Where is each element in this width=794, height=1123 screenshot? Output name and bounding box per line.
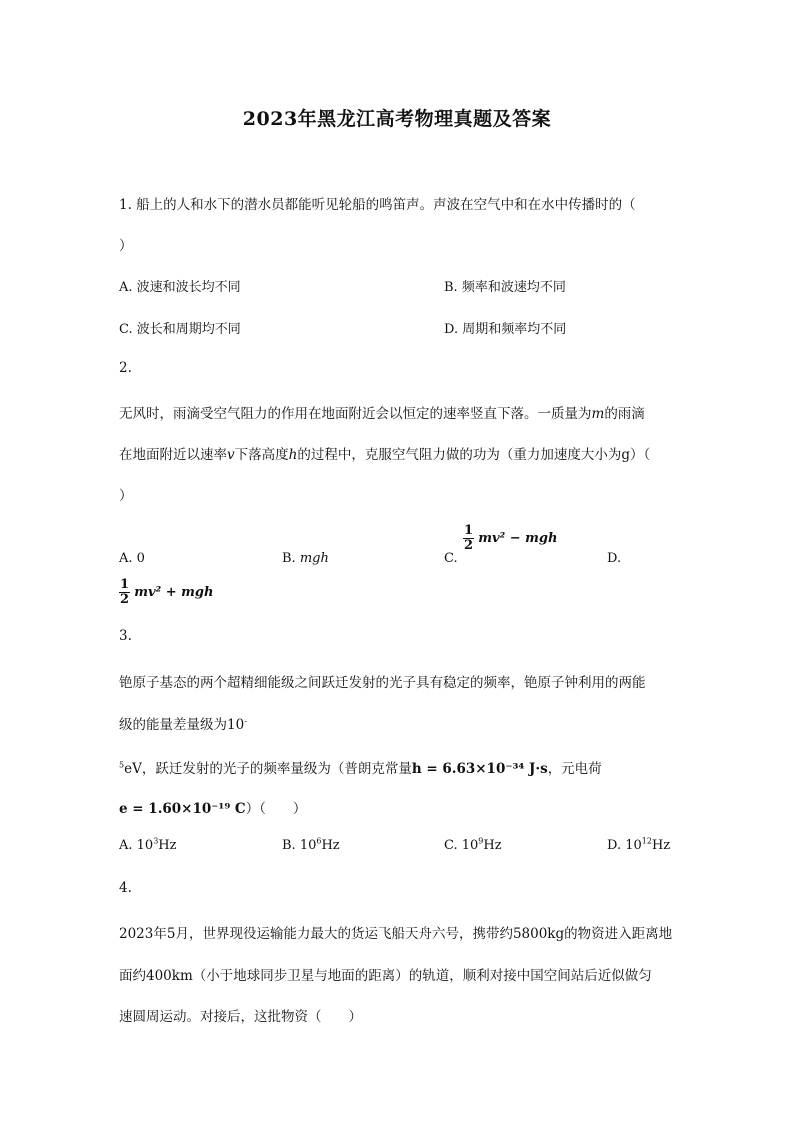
- q2-option-d-fraction: [119, 578, 130, 607]
- q2-option-d-denominator: 2: [120, 592, 130, 607]
- q2-stem-line1: [119, 402, 645, 422]
- q3-stem-line3: [119, 757, 602, 777]
- q1-stem-line2: ）: [119, 238, 133, 254]
- q2-var-h: h: [288, 447, 298, 463]
- q3-stem-line3-sup: 5: [119, 760, 125, 770]
- q2-option-d-label: D.: [607, 551, 622, 566]
- q1-option-b: B. 频率和波速均不同: [444, 280, 566, 295]
- q2-stem-line3: ）: [119, 488, 133, 504]
- q3-option-b: [282, 838, 340, 853]
- q2-stem-line1-text: 无风时，雨滴受空气阻力的作用在地面附近会以恒定的速率竖直下落。一质量为: [119, 406, 592, 422]
- q3-option-b-exp: 6: [316, 836, 322, 846]
- q2-var-v: v: [227, 447, 235, 463]
- q3-option-c-exp: 9: [478, 836, 484, 846]
- q2-stem-line2: [119, 443, 650, 463]
- q3-option-b-unit: Hz: [321, 838, 340, 853]
- q2-stem-line1-tail: 的雨滴: [604, 406, 645, 422]
- q2-option-b-expr: mgh: [299, 551, 329, 566]
- q2-option-c-fraction: [463, 524, 474, 553]
- q2-option-b-label: B.: [282, 551, 300, 566]
- q2-option-c-label: C.: [444, 551, 458, 566]
- q3-stem-line4-tail: ）（ ）: [245, 801, 307, 817]
- q2-option-c-denominator: 2: [464, 538, 474, 553]
- q3-option-d-unit: Hz: [651, 838, 671, 853]
- q3-stem-line3-text: eV，跃迁发射的光子的频率量级为（普朗克常量: [124, 761, 412, 777]
- q2-option-d-expr: mv² + mgh: [134, 585, 214, 600]
- q2-option-c-formula: [463, 524, 557, 553]
- q1-stem-line1: 1. 船上的人和水下的潜水员都能听见轮船的鸣笛声。声波在空气中和在水中传播时的（: [119, 197, 636, 213]
- q2-stem-line2-a: 在地面附近以速率: [119, 447, 227, 463]
- q2-option-c-expr: mv² − mgh: [478, 531, 558, 546]
- q3-stem-line2-text: 级的能量差量级为10: [119, 717, 245, 733]
- q3-option-a: [119, 838, 176, 853]
- q2-stem-line2-c: 的过程中，克服空气阻力做的功为（重力加速度大小为g）（: [297, 447, 651, 463]
- q3-stem-line1: 铯原子基态的两个超精细能级之间跃迁发射的光子具有稳定的频率，铯原子钟利用的两能: [119, 675, 646, 691]
- q3-option-d: [607, 838, 670, 853]
- q3-option-c: [444, 838, 502, 853]
- q4-stem-line3: 速圆周运动。对接后，这批物资（ ）: [119, 1009, 362, 1025]
- q2-option-d-numerator: 1: [120, 577, 130, 592]
- q1-option-c: C. 波长和周期均不同: [119, 322, 241, 337]
- q2-option-b: [282, 551, 329, 566]
- q3-option-d-base: D. 10: [607, 838, 642, 853]
- q4-stem-line2: 面约400km（小于地球同步卫星与地面的距离）的轨道，顺利对接中国空间站后近似做匀: [119, 968, 652, 984]
- q3-option-c-unit: Hz: [483, 838, 502, 853]
- q3-charge-formula: e = 1.60×10⁻¹⁹ C: [119, 801, 246, 817]
- q4-stem-line1: 2023年5月，世界现役运输能力最大的货运飞船天舟六号，携带约5800kg的物资进入距离地: [119, 926, 673, 942]
- q3-stem-line2-sup: -: [244, 716, 247, 726]
- page-title: 2023年黑龙江高考物理真题及答案: [242, 108, 552, 130]
- q2-stem-line2-b: 下落高度: [234, 447, 289, 463]
- q2-option-a: A. 0: [119, 551, 145, 566]
- q2-var-m: m: [591, 406, 605, 422]
- q2-option-d-formula: [119, 578, 213, 607]
- q2-number: 2.: [119, 360, 132, 376]
- q3-stem-line4: [119, 797, 306, 817]
- q3-stem-line2: [119, 713, 247, 733]
- q3-number: 3.: [119, 628, 132, 644]
- q4-number: 4.: [119, 880, 132, 896]
- q3-option-a-base: A. 10: [119, 838, 154, 853]
- q1-option-d: D. 周期和频率均不同: [444, 322, 567, 337]
- q3-option-b-base: B. 10: [282, 838, 317, 853]
- q3-option-c-base: C. 10: [444, 838, 479, 853]
- q1-option-a: A. 波速和波长均不同: [119, 280, 241, 295]
- q2-option-c-numerator: 1: [464, 523, 474, 538]
- q3-option-d-exp: 12: [641, 836, 652, 846]
- q3-option-a-unit: Hz: [158, 838, 177, 853]
- q3-option-a-exp: 3: [153, 836, 159, 846]
- q3-stem-line3-tail: ，元电荷: [547, 761, 602, 777]
- q3-planck-formula: h = 6.63×10⁻³⁴ J·s: [411, 761, 548, 777]
